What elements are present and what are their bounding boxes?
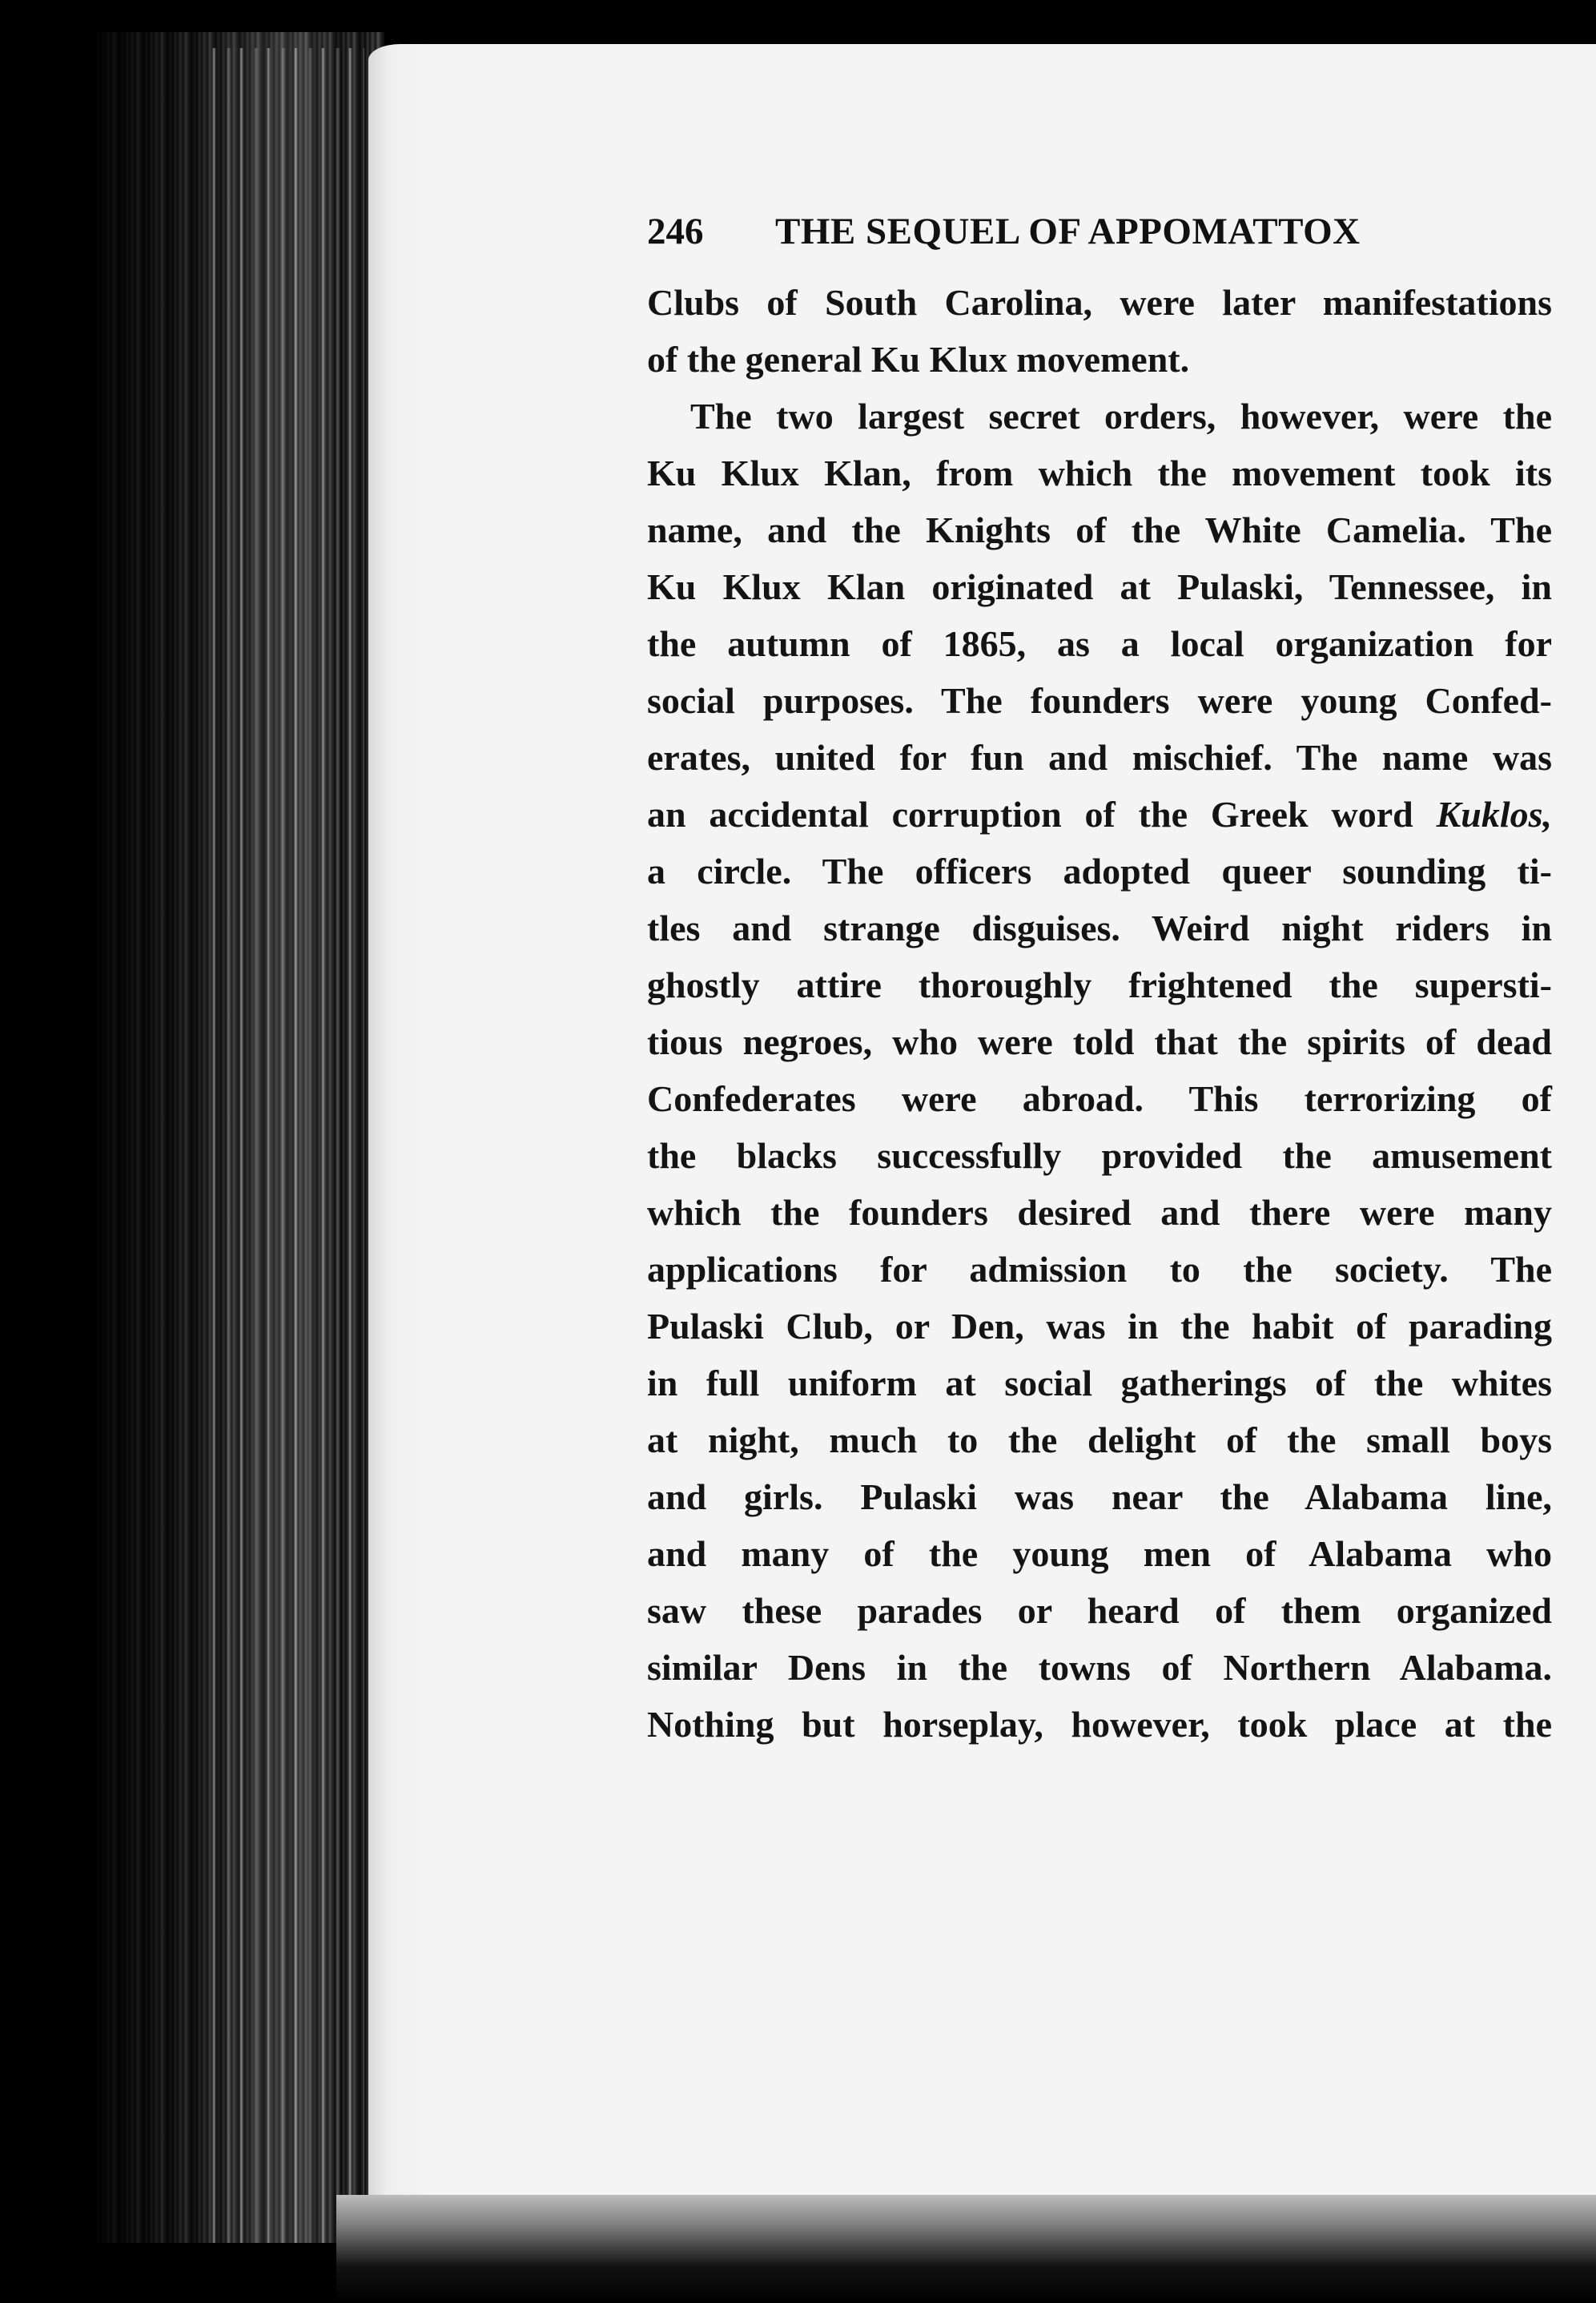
text-line: in full uniform at social gatherings of the whites (647, 1363, 1552, 1403)
text-line: the blacks successfully provided the amusement (647, 1135, 1552, 1176)
text-line (647, 786, 1552, 843)
text-line: tious negroes, who were told that the spirits of dead (647, 1021, 1552, 1062)
text-line: and many of the young men of Alabama who (647, 1533, 1552, 1574)
text-line: of the general Ku Klux movement. (647, 339, 1190, 380)
text-line: a circle. The officers adopted queer sounding ti- (647, 851, 1552, 892)
running-header (647, 210, 1552, 258)
text-line: Confederates were abroad. This terrorizing of (647, 1078, 1552, 1119)
italic-word: Kuklos, (1436, 794, 1553, 835)
running-title: THE SEQUEL OF APPOMATTOX (775, 211, 1361, 252)
book-edge-highlights (204, 48, 364, 2243)
text-line: erates, united for fun and mischief. The name was (647, 737, 1552, 778)
text-line: tles and strange disguises. Weird night riders in (647, 908, 1552, 948)
text-line: the autumn of 1865, as a local organization for (647, 623, 1552, 664)
text-line: which the founders desired and there were many (647, 1192, 1552, 1233)
page-number: 246 (647, 211, 704, 252)
text-line: social purposes. The founders were young Confed- (647, 680, 1552, 721)
text-line: ghostly attire thoroughly frightened the supersti- (647, 964, 1552, 1005)
text-line-part: an accidental corruption of the Greek word (647, 794, 1413, 835)
text-line: The two largest secret orders, however, were the (690, 396, 1552, 437)
text-line: and girls. Pulaski was near the Alabama line, (647, 1476, 1552, 1517)
text-line: applications for admission to the society. The (647, 1249, 1552, 1290)
body-text (647, 274, 1552, 1753)
text-line: Pulaski Club, or Den, was in the habit of parading (647, 1306, 1552, 1347)
text-line: Nothing but horseplay, however, took place at the (647, 1704, 1552, 1745)
text-line: at night, much to the delight of the small boys (647, 1419, 1552, 1460)
text-line: saw these parades or heard of them organized (647, 1590, 1552, 1631)
text-line: name, and the Knights of the White Camelia. The (647, 509, 1552, 550)
text-line: Ku Klux Klan originated at Pulaski, Tennessee, in (647, 566, 1552, 607)
text-line: similar Dens in the towns of Northern Alabama. (647, 1647, 1552, 1688)
text-line: Clubs of South Carolina, were later manifestations (647, 282, 1552, 323)
page-bottom-shadow (336, 2195, 1596, 2303)
text-line: Ku Klux Klan, from which the movement took its (647, 453, 1552, 493)
